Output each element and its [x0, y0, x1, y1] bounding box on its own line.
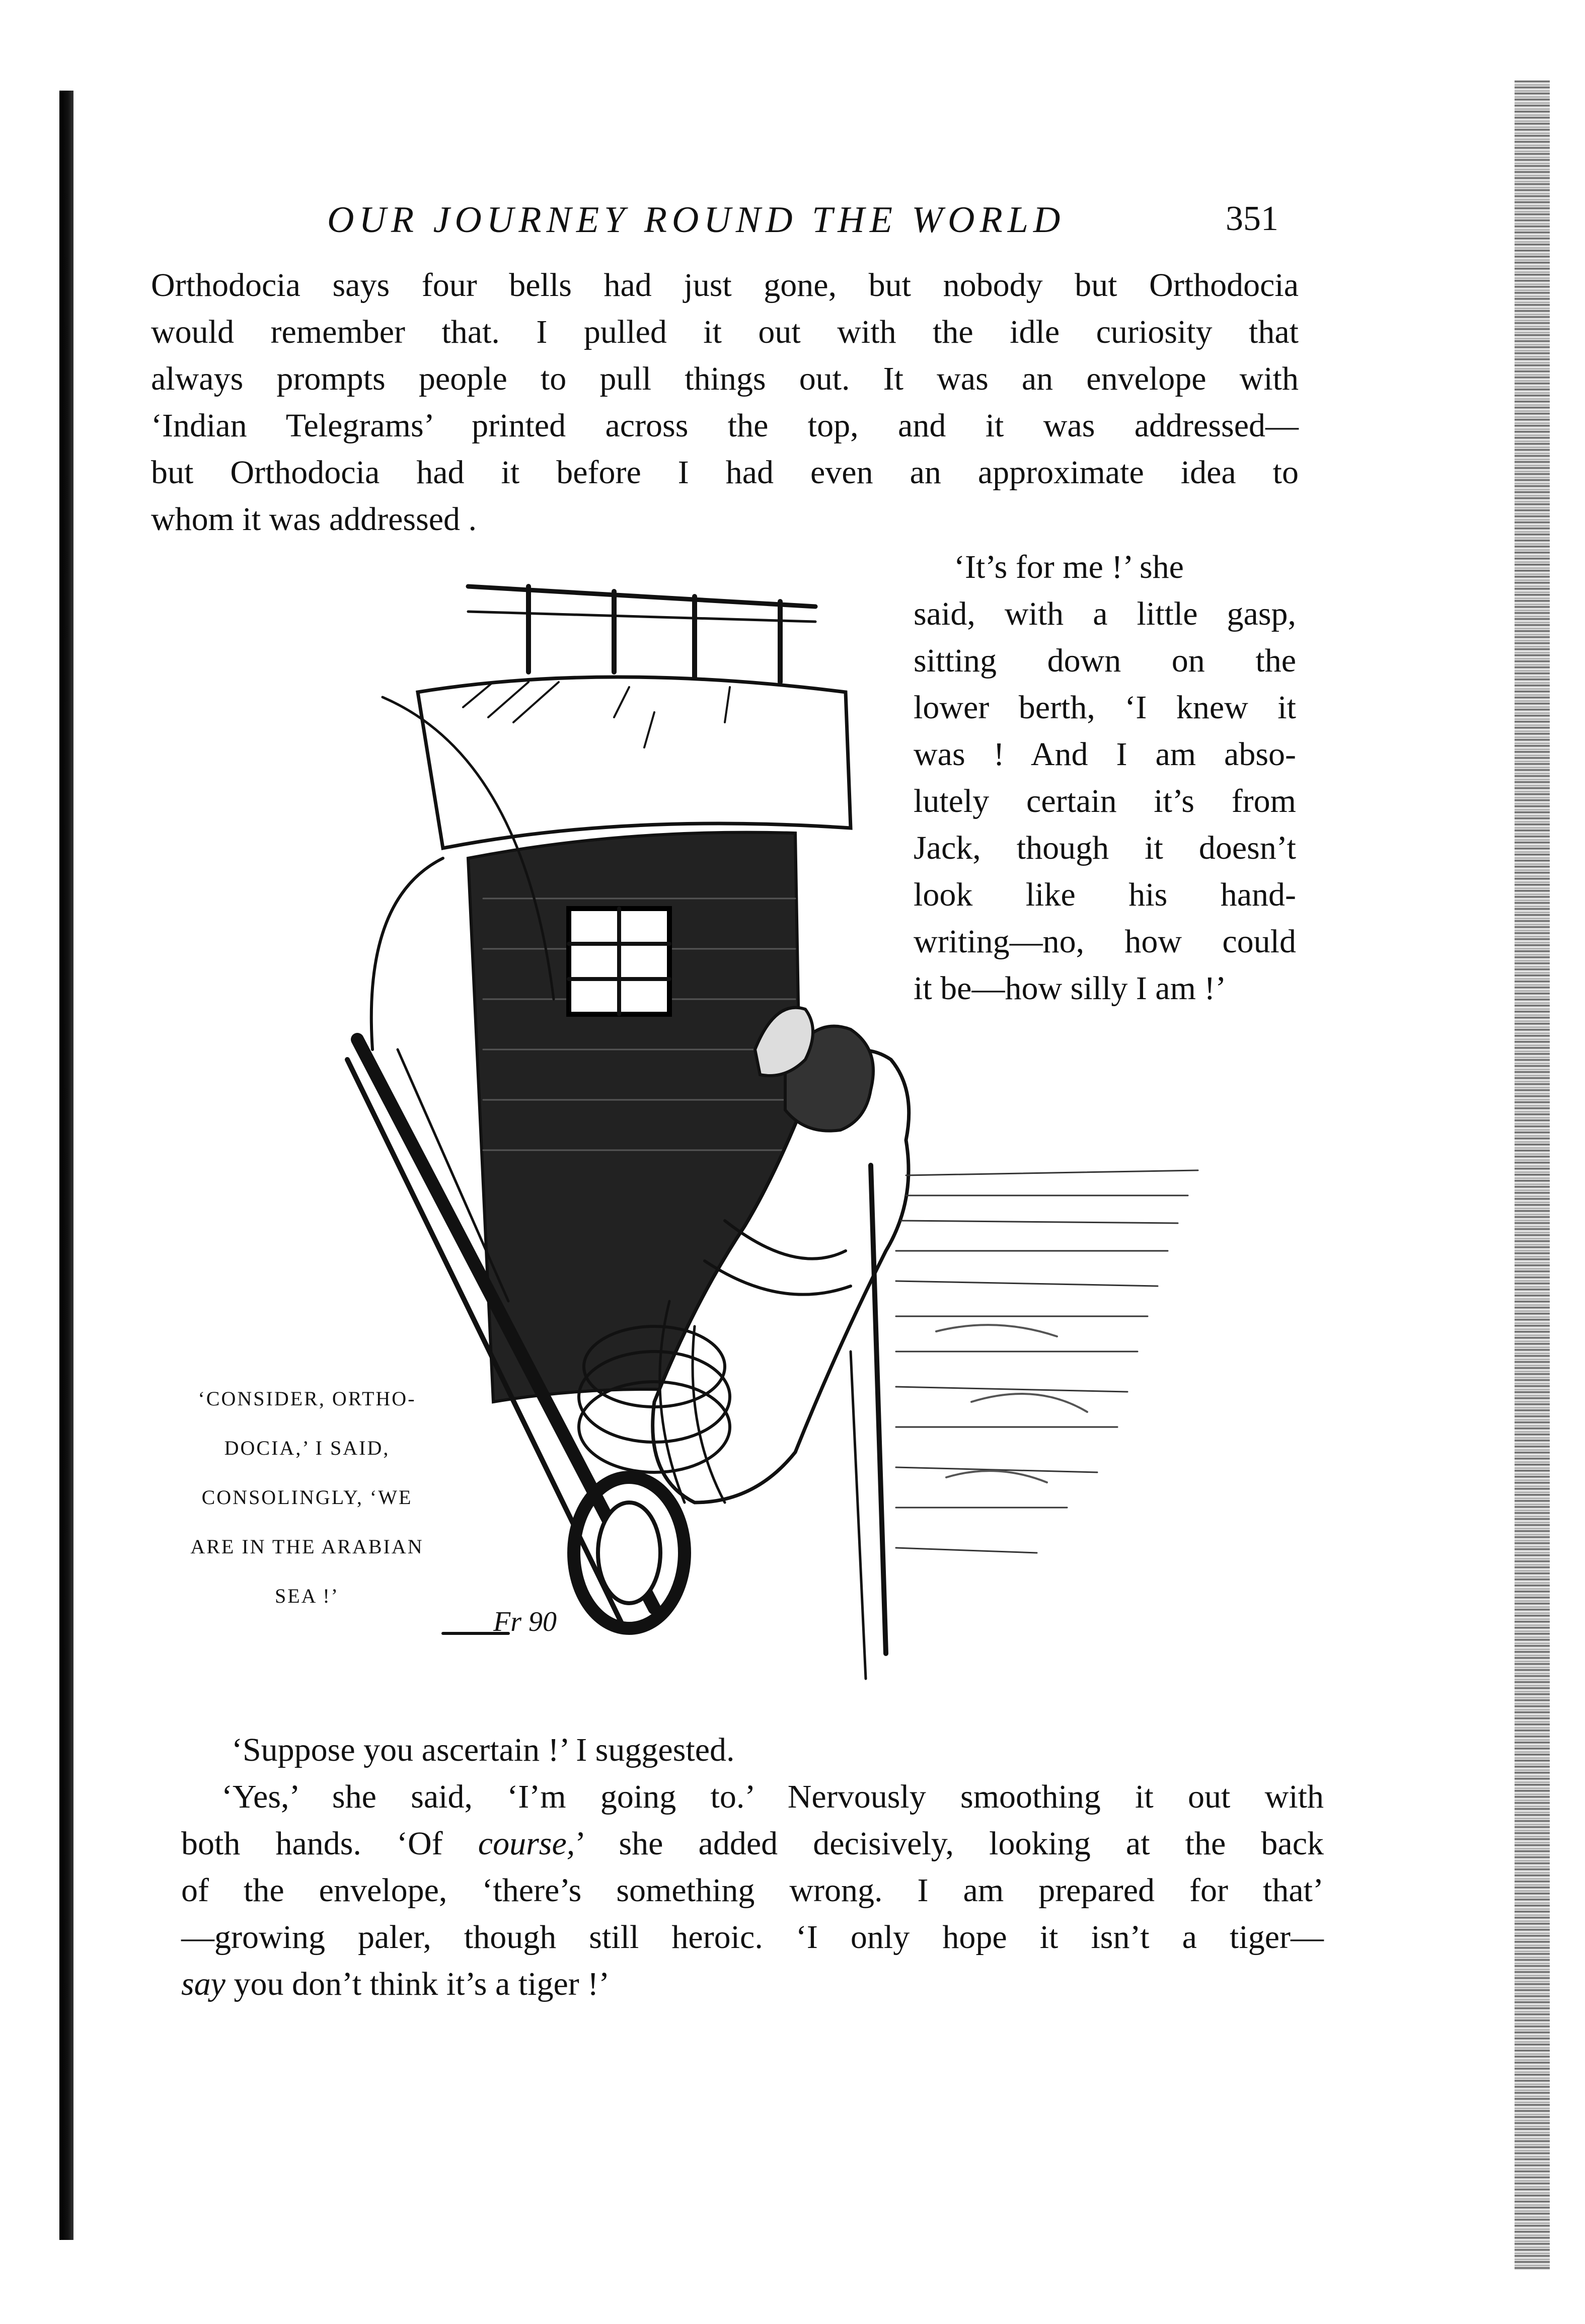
text-line: lutely certain it’s from [914, 783, 1296, 819]
bottom-paragraph [181, 1727, 1324, 2007]
text-line: ‘It’s for me !’ she [954, 549, 1184, 585]
text-line: ‘Indian Telegrams’ printed across the top, and it was addressed— [151, 407, 1299, 444]
caption-line: ‘CONSIDER, ORTHO- [198, 1387, 416, 1410]
italic-word: course, [478, 1825, 575, 1862]
text-line: would remember that. I pulled it out with the idle curiosity that [151, 314, 1299, 350]
text-line: always prompts people to pull things out. It was an envelope with [151, 360, 1299, 397]
text-line: was ! And I am abso- [914, 736, 1296, 773]
caption-line: DOCIA,’ I SAID, [224, 1437, 390, 1459]
text-segment: you don’t think it’s a tiger !’ [225, 1966, 610, 2002]
page-number: 351 [1226, 199, 1278, 238]
text-line: it be—how silly I am !’ [914, 970, 1227, 1007]
top-paragraph [151, 262, 1299, 543]
text-line: said, with a little gasp, [914, 595, 1296, 632]
text-line: Jack, though it doesn’t [914, 830, 1296, 866]
text-line: ‘Suppose you ascertain !’ I suggested. [232, 1732, 735, 1768]
text-line: Orthodocia says four bells had just gone, but nobody but Orthodocia [151, 267, 1299, 304]
text-line [181, 1961, 1324, 2007]
text-line: look like his hand- [914, 876, 1296, 913]
text-segment: both hands. ‘Of [181, 1825, 478, 1862]
caption-line: ARE IN THE ARABIAN [190, 1535, 424, 1558]
text-line: whom it was addressed . [151, 501, 477, 538]
text-line: but Orthodocia had it before I had even an approximate idea to [151, 454, 1299, 491]
artist-signature: Fr 90 [493, 1606, 557, 1637]
ship-deck-illustration [342, 546, 1208, 1704]
text-line: ‘Yes,’ she said, ‘I’m going to.’ Nervously smoothing it out with [221, 1778, 1324, 1815]
text-segment: ’ she added decisively, looking at the back [575, 1825, 1324, 1862]
caption-line: SEA !’ [275, 1585, 339, 1607]
italic-word: say [181, 1966, 225, 2002]
caption-line: CONSOLINGLY, ‘WE [201, 1486, 413, 1509]
text-line: writing—no, how could [914, 923, 1296, 960]
running-title: OUR JOURNEY ROUND THE WORLD [327, 199, 1066, 241]
text-line: of the envelope, ‘there’s something wrong. I am prepared for that’ [181, 1872, 1324, 1909]
illustration-caption [166, 1374, 448, 1621]
page-edge-texture [1515, 81, 1550, 2270]
text-line: lower berth, ‘I knew it [914, 689, 1296, 726]
text-line: —growing paler, though still heroic. ‘I only hope it isn’t a tiger— [181, 1919, 1324, 1956]
binding-edge [59, 91, 73, 2240]
text-line [181, 1820, 1324, 1867]
text-line: sitting down on the [914, 642, 1296, 679]
